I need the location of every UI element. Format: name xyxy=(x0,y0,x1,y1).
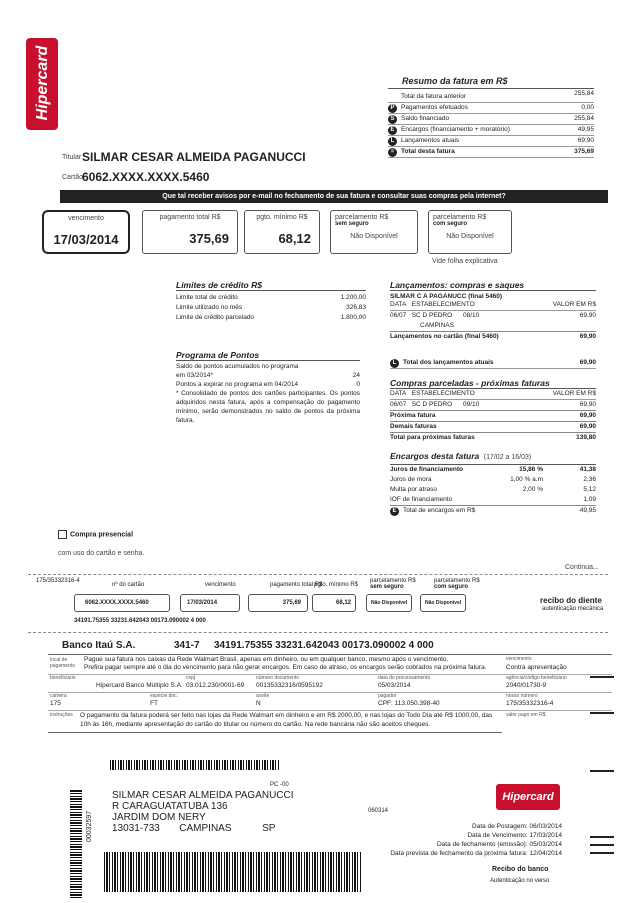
vertical-code: 00032597 xyxy=(86,810,93,842)
resumo-icon: S xyxy=(388,115,397,124)
resumo-icon: P xyxy=(388,104,397,113)
hipercard-logo-small: Hipercard xyxy=(496,784,560,810)
card-number: 6062.XXXX.XXXX.5460 xyxy=(82,170,210,184)
recibo-banco: Recibo do banco xyxy=(492,866,549,873)
pontos-title: Programa de Pontos xyxy=(176,350,260,360)
vencimento-value: 17/03/2014 xyxy=(53,232,119,247)
dates-block: Data de Postagem: 06/03/2014 Data de Vencimento: 17/03/2014 Data de fechamento (emissão): 05/03/2014 Data prevista de fechamento da próxima fatura: 12/04/2014 xyxy=(390,823,562,857)
address-block: SILMAR CESAR ALMEIDA PAGANUCCI R CARAGUATATUBA 136 JARDIM DOM NERY 13031-733 CAMPINAS SP xyxy=(112,790,294,834)
resumo-icon: = xyxy=(388,148,397,157)
pontos-note: * Consolidado de pontos dos cartões participantes. Os pontos adquiridos nesta fatura, após a compensação do pagamento mínimo, serão demonstrados no saldo de pontos da próxima fatura. xyxy=(176,390,360,424)
vide-folha: Vide folha explicativa xyxy=(432,258,498,265)
pagador: CPF: 113.050.398-40 xyxy=(378,700,440,707)
pagamento-total-value: 375,69 xyxy=(189,231,229,246)
encargo-row: IOF de financiamento 1,09 xyxy=(390,496,596,503)
stub-parc1: Não Disponível xyxy=(366,594,412,612)
parcelada-total-row: Total para próximas faturas 139,80 xyxy=(390,434,596,441)
code2: 060314 xyxy=(368,808,389,814)
cnpj: 03.012.230/0001-69 xyxy=(186,682,245,689)
stub-parc2: Não Disponível xyxy=(420,594,466,612)
nosso-numero: 175/35332316-4 xyxy=(506,700,554,707)
stub-vencimento: 17/03/2014 xyxy=(180,594,240,612)
pgto-minimo-box: pgto. mínimo R$ 68,12 xyxy=(244,210,320,254)
resumo-row: P Pagamentos efetuados 0,00 xyxy=(388,103,594,114)
data-processamento: 05/03/2014 xyxy=(378,682,411,689)
pagamento-total-box: pagamento total R$ 375,69 xyxy=(142,210,238,254)
encargo-row: Multa por atraso 2,00 % 5,12 xyxy=(390,486,596,493)
parcelada-total-row: Próxima fatura 69,90 xyxy=(390,412,596,419)
instrucoes: O pagamento da fatura poderá ser feito nas lojas da Rede Walmart em dinheiro e em R$ 2000,00, e nas lojas do Todo Dia até R$ 1000,00, das 10h às 16h, mediante apresentação do cartão do titular ou número do cartão. Na rede bancária não são aceitos cheques. xyxy=(80,712,493,728)
boleto-barcode xyxy=(104,852,362,892)
compra-presencial: Compra presencial xyxy=(58,530,133,539)
limites-credito xyxy=(176,280,366,323)
lancamentos: Lançamentos: compras e saques SILMAR C A PAGANUCC (final 5460) DATA ESTABELECIMENTO VALOR EM R$ 06/07 SC D PEDRO 08/10 69,90 CAMPINAS Lançamentos no cartão (final 5460) 69,90 xyxy=(390,280,596,340)
titular-label: Titular xyxy=(62,154,82,161)
recibo-cliente: recibo do diente xyxy=(540,596,602,605)
limite-row: Limite de crédito parcelado 1.800,00 xyxy=(176,314,366,321)
pgto-minimo-value: 68,12 xyxy=(278,231,311,246)
promo-banner: Que tal receber avisos por e-mail no fechamento de sua fatura e consultar suas compras pela internet? xyxy=(60,190,608,203)
lancamento-row: 06/07 SC D PEDRO 08/10 69,90 xyxy=(390,312,596,319)
encargos-fatura: Encargos desta fatura (17/02 a 16/03) Juros de financiamento 15,86 % 41,38 Juros de mora 1,00 % a.m 2,36 Multa por atraso 2,00 % 5,12 IOF de financiamento 1,09 E Total de encargos em R$ 49,95 xyxy=(390,451,596,514)
programa-pontos: Programa de Pontos Saldo de pontos acumulados no programa em 03/2014* 24 Pontos a expirar no programa em 04/2014 0 * Consolidado de pontos dos cartões participantes. Os pontos adquiridos nesta fatura, após a compensação do pagamento mínimo, serão demonstrados no saldo de pontos da próxima fatura. xyxy=(176,350,360,424)
card-icon xyxy=(58,530,67,539)
hipercard-logo: Hipercard xyxy=(26,38,58,130)
titular-name: SILMAR CESAR ALMEIDA PAGANUCCI xyxy=(82,150,306,164)
local-pagamento-2: Prefira pagar sempre até o dia do vencimento para não gerar encargos. Em caso de atraso, os encargos serão cobrados na próxima fatura. xyxy=(84,664,487,671)
resumo-row: Total da fatura anterior 255,84 xyxy=(388,89,594,103)
stub-cartao: 6062.XXXX.XXXX.5460 xyxy=(74,594,170,612)
compra-text: com uso do cartão e senha. xyxy=(58,550,145,557)
lancamentos-title: Lançamentos: compras e saques xyxy=(390,280,525,290)
postal-barcode xyxy=(110,760,280,770)
side-mark xyxy=(590,676,614,678)
parcelamento-sem-seguro-box: parcelamento R$ sem seguro Não Disponível xyxy=(330,210,418,254)
vertical-barcode xyxy=(70,790,82,898)
resumo-row: L Lançamentos atuais 69,90 xyxy=(388,136,594,147)
vencimento-box: vencimento 17/03/2014 xyxy=(42,210,130,254)
banco-linha-digitavel: 34191.75355 33231.642043 00173.090002 4 000 xyxy=(214,640,434,651)
encargo-row: Juros de mora 1,00 % a.m 2,36 xyxy=(390,476,596,483)
stub-minimo: 68,12 xyxy=(312,594,356,612)
resumo-row: = Total desta fatura 375,69 xyxy=(388,147,594,158)
limite-row: Limite utilizado no mês 326,83 xyxy=(176,304,366,311)
beneficiario: Hipercard Banco Múltiplo S.A. xyxy=(96,682,183,689)
boleto-vencimento: Contra apresentação xyxy=(506,664,567,671)
stub-pagamento: 375,69 xyxy=(248,594,308,612)
banco-code: 341-7 xyxy=(174,640,200,651)
resumo-icon: L xyxy=(388,137,397,146)
resumo-row: S Saldo financiado 255,84 xyxy=(388,114,594,125)
agencia: 2040/01730-9 xyxy=(506,682,547,689)
encargo-row: Juros de financiamento 15,86 % 41,38 xyxy=(390,466,596,473)
resumo-fatura xyxy=(388,76,594,158)
parceladas-title: Compras parceladas - próximas faturas xyxy=(390,378,550,388)
pc-code: PC -00 xyxy=(270,782,289,788)
limite-row: Limite total de crédito 1.200,00 xyxy=(176,294,366,301)
parcelamento-com-seguro-box: parcelamento R$ com seguro Não Disponível xyxy=(428,210,512,254)
compras-parceladas: Compras parceladas - próximas faturas DATA ESTABELECIMENTO VALOR EM R$ 06/07 SC D PEDRO 09/10 69,90 Próxima fatura 69,90 Demais faturas 69,90 Total para próximas faturas 139,80 xyxy=(390,378,596,441)
limites-title: Limites de crédito R$ xyxy=(176,280,262,290)
encargos-title: Encargos desta fatura xyxy=(390,451,480,461)
carteira: 175 xyxy=(50,700,61,707)
stub-linha: 34191.75355 33231.642043 00173.090002 4 000 xyxy=(74,618,206,624)
total-lancamentos: L Total dos lançamentos atuais 69,90 xyxy=(390,358,596,369)
resumo-icon: E xyxy=(388,126,397,135)
stub-conta: 175/35332316-4 xyxy=(36,578,80,584)
parcelada-total-row: Demais faturas 69,90 xyxy=(390,423,596,430)
aceite: N xyxy=(256,700,261,707)
local-pagamento-1: Pague sua fatura nos caixas da Rede Walmart Brasil, apenas em dinheiro, ou em qualquer banco, mesmo após o vencimento. xyxy=(84,656,449,663)
continua-label: Continua... xyxy=(565,564,599,571)
numero-documento: 00135332316/0595192 xyxy=(256,682,323,689)
resumo-icon xyxy=(388,89,397,98)
especie: FT xyxy=(150,700,158,707)
cartao-label: Cartão xyxy=(62,174,84,181)
banco-name: Banco Itaú S.A. xyxy=(62,640,136,651)
resumo-title: Resumo da fatura em R$ xyxy=(402,76,508,86)
resumo-row: E Encargos (financiamento + moratório) 49,95 xyxy=(388,125,594,136)
